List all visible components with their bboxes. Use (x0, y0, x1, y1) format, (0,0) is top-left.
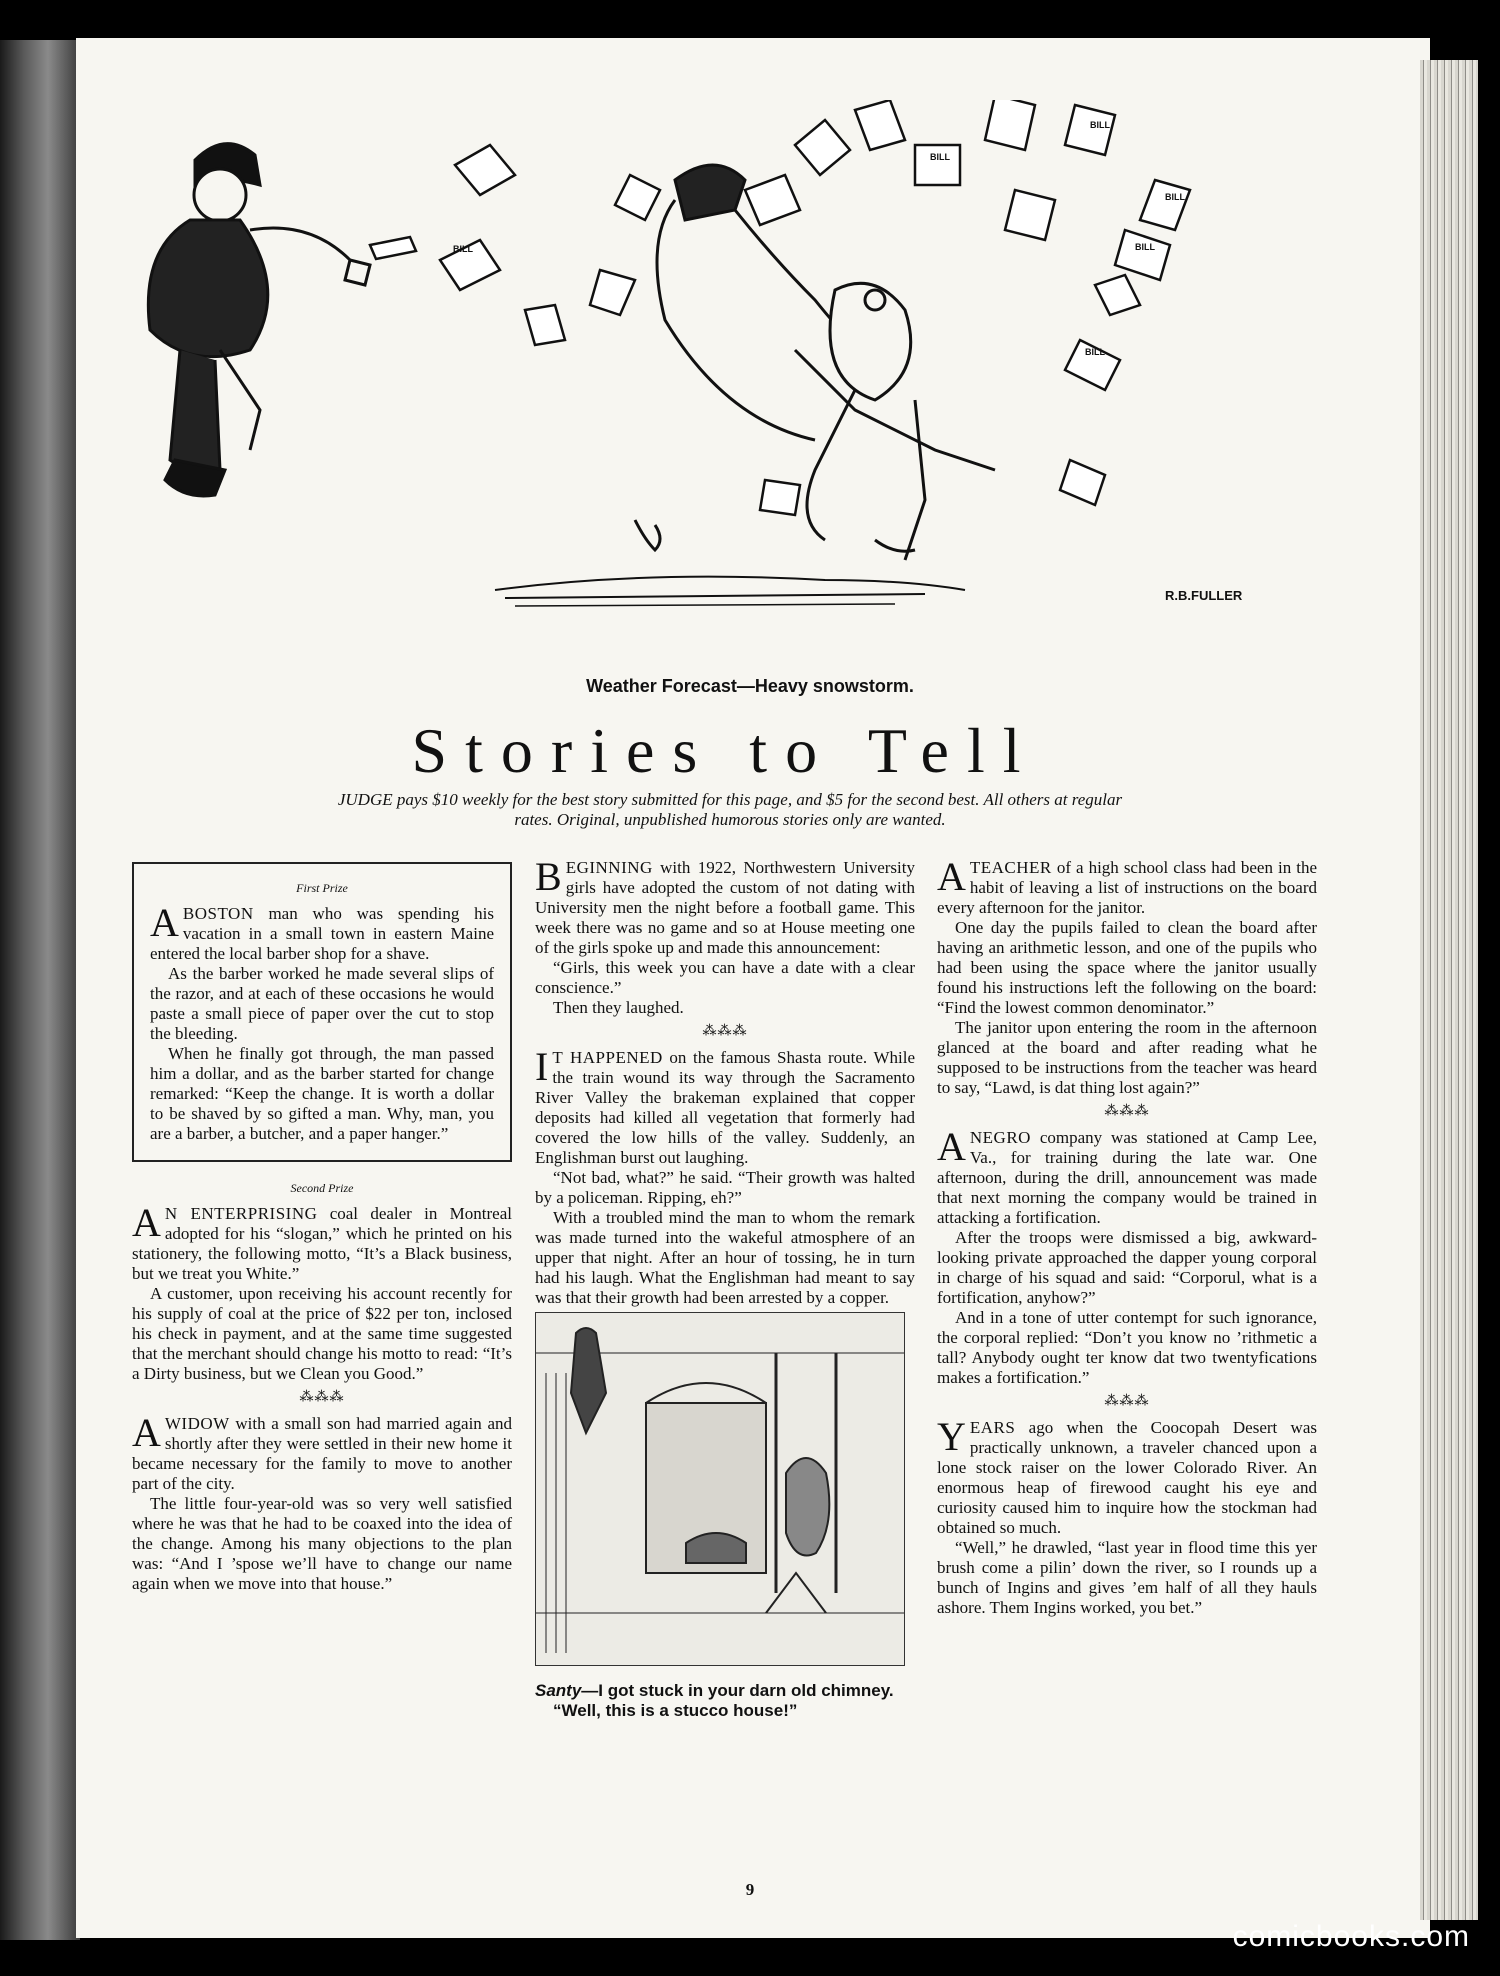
story-paragraph: BEGINNING with 1922, Northwestern University girls have adopted the custom of not dating with University men the night before a football game. This week there was no game and so at House meeting one of the girls spoke up and made this announcement: (535, 854, 915, 957)
cartoon-caption (535, 1681, 915, 1721)
bill-label: BILL (1135, 242, 1155, 252)
page-title: Stories to Tell (411, 715, 1039, 786)
column-1 (132, 862, 512, 1594)
santa-figure (148, 144, 370, 496)
lead-word: WIDOW (164, 1414, 230, 1433)
story-separator: ⁂⁂⁂ (1104, 1104, 1150, 1119)
first-prize-box (132, 862, 512, 1162)
story-paragraph: With a troubled mind the man to whom the remark was made turned into the wakeful atmosphere of an upper that night. After an hour of tossing, he in turn had his laugh. What the Englishman had meant to say was that their growth had been arrested by a copper. (535, 1208, 915, 1307)
story-paragraph: “Well,” he drawled, “last year in flood time this yer brush come a pilin’ down the river, so I rounds up a bunch of Ingins and gives ’em half of all they hauls ashore. Them Ingins worked, you bet.” (937, 1538, 1317, 1617)
drop-cap: Y (937, 1414, 966, 1459)
story-separator: ⁂⁂⁂ (702, 1024, 748, 1039)
story-paragraph: A customer, upon receiving his account recently for his supply of coal at the price of $22 per ton, inclosed his check in payment, and at the same time suggested that the merchant should change his motto to read: “It’s a Dirty business, but we Clean you Good.” (132, 1284, 512, 1383)
santa-chimney-cartoon (535, 1312, 905, 1666)
story-separator: ⁂⁂⁂ (1104, 1394, 1150, 1409)
bill-label: BILL (453, 244, 473, 254)
story-paragraph: ABOSTON man who was spending his vacation in a small town in eastern Maine entered the local barber shop for a shave. (150, 900, 494, 963)
story-paragraph: As the barber worked he made several slips of the razor, and at each of these occasions he would paste a small piece of paper over the cut to stop the bleeding. (150, 964, 494, 1043)
falling-man-figure (635, 165, 995, 560)
column-2 (535, 854, 916, 1721)
second-prize-label: Second Prize (290, 1181, 354, 1195)
drop-cap: A (150, 900, 179, 945)
drop-cap: I (535, 1044, 549, 1089)
story-paragraph: “Girls, this week you can have a date with a clear conscience.” (535, 958, 915, 997)
book-page-edges (1420, 60, 1478, 1920)
artist-signature: R.B.FULLER (1165, 588, 1243, 603)
story-paragraph: ATEACHER of a high school class had been in the habit of leaving a list of instructions on the board every afternoon for the janitor. (937, 854, 1317, 917)
page-number: 9 (745, 1880, 755, 1899)
cartoon-speaker: Santy (535, 1681, 582, 1700)
bill-label: BILL (1090, 120, 1110, 130)
bill-label: BILL (1085, 347, 1105, 357)
story-separator: ⁂⁂⁂ (299, 1390, 345, 1405)
lead-word: TEACHER (969, 858, 1052, 877)
story-paragraph: Then they laughed. (553, 998, 684, 1017)
column-3 (937, 854, 1317, 1618)
drop-cap: A (937, 854, 966, 899)
bill-label: BILL (930, 152, 950, 162)
lead-word: EARS (969, 1418, 1016, 1437)
bill-label: BILL (1165, 192, 1185, 202)
story-paragraph: After the troops were dismissed a big, awkward-looking private approached the dapper young corporal in charge of his squad and said: “Corporul, what is a fortification, anyhow?” (937, 1228, 1317, 1307)
lead-word: NEGRO (969, 1128, 1031, 1147)
story-paragraph: A N ENTERPRISING coal dealer in Montreal adopted for his “slogan,” which he printed on his stationery, the following motto, “It’s a Black business, but we treat you White.” (132, 1200, 512, 1283)
story-paragraph: The little four-year-old was so very well satisfied where he was that he had to be coaxed into the idea of the change. Among his many objections to the plan was: “And I ’spose we’ll have to change our name again when we move into that house.” (132, 1494, 512, 1593)
lead-word: EGINNING (565, 858, 653, 877)
story-paragraph: ANEGRO company was stationed at Camp Lee, Va., for training during the late war. One afternoon, during the drill, announcement was made that next morning the company would be trained in attacking a fortification. (937, 1124, 1317, 1227)
drop-cap: A (132, 1410, 161, 1455)
santa-bills-illustration (135, 100, 1335, 660)
illustration-caption: Weather Forecast—Heavy snowstorm. (586, 676, 914, 696)
story-paragraph: I T HAPPENED on the famous Shasta route. While the train wound its way through the Sacramento River Valley the brakeman explained that copper deposits had killed all vegetation that formerly had covered the low hills of the valley. Suddenly, an Englishman burst out laughing. (535, 1044, 916, 1167)
intro-text: JUDGE pays $10 weekly for the best story submitted for this page, and $5 for the second best. All others at regular rates. Original, unpublished humorous stories only are wanted. (337, 790, 1123, 829)
first-prize-label: First Prize (296, 881, 348, 895)
cartoon-line-2: “Well, this is a stucco house!” (553, 1701, 798, 1720)
flying-bills (370, 100, 1190, 515)
drop-cap: A (937, 1124, 966, 1169)
lead-word: BOSTON (182, 904, 254, 923)
story-paragraph: One day the pupils failed to clean the board after having an arithmetic lesson, and one of the pupils who had been using the space where the janitor usually found his instructions left the following on the board: “Find the lowest common denominator.” (937, 918, 1317, 1017)
story-paragraph: YEARS ago when the Coocopah Desert was practically unknown, a traveler chanced upon a lone stock raiser on the lower Colorado River. An enormous heap of firewood caught his eye and curiosity caused him to inquire how the stockman had obtained so much. (937, 1414, 1317, 1537)
story-paragraph: And in a tone of utter contempt for such ignorance, the corporal replied: “Don’t you know no ’rithmetic a tall? Anybody ought ter know dat two twentyfications makes a fortification.” (937, 1308, 1317, 1387)
story-paragraph: When he finally got through, the man passed him a dollar, and as the barber started for change remarked: “Keep the change. It is worth a dollar to be shaved by so gifted a man. Why, man, you are a barber, a butcher, and a paper hanger.” (150, 1044, 494, 1143)
site-watermark: comicbooks.com (1232, 1920, 1470, 1953)
cartoon-line-1: —I got stuck in your darn old chimney. (581, 1681, 894, 1700)
story-paragraph: “Not bad, what?” he said. “Their growth was halted by a policeman. Ripping, eh?” (535, 1168, 915, 1207)
lead-word: T HAPPENED (552, 1048, 663, 1067)
lead-word: N ENTERPRISING (164, 1204, 318, 1223)
drop-cap: B (535, 854, 562, 899)
drop-cap: A (132, 1200, 161, 1245)
story-paragraph: AWIDOW with a small son had married again and shortly after they were settled in their new home it became necessary for the family to move to another part of the city. (132, 1410, 513, 1493)
facing-page-edge (0, 40, 80, 1940)
story-paragraph: The janitor upon entering the room in the afternoon glanced at the board and after reading what he supposed to be instructions from the teacher was heard to say, “Lawd, is dat thing lost again?” (937, 1018, 1317, 1097)
